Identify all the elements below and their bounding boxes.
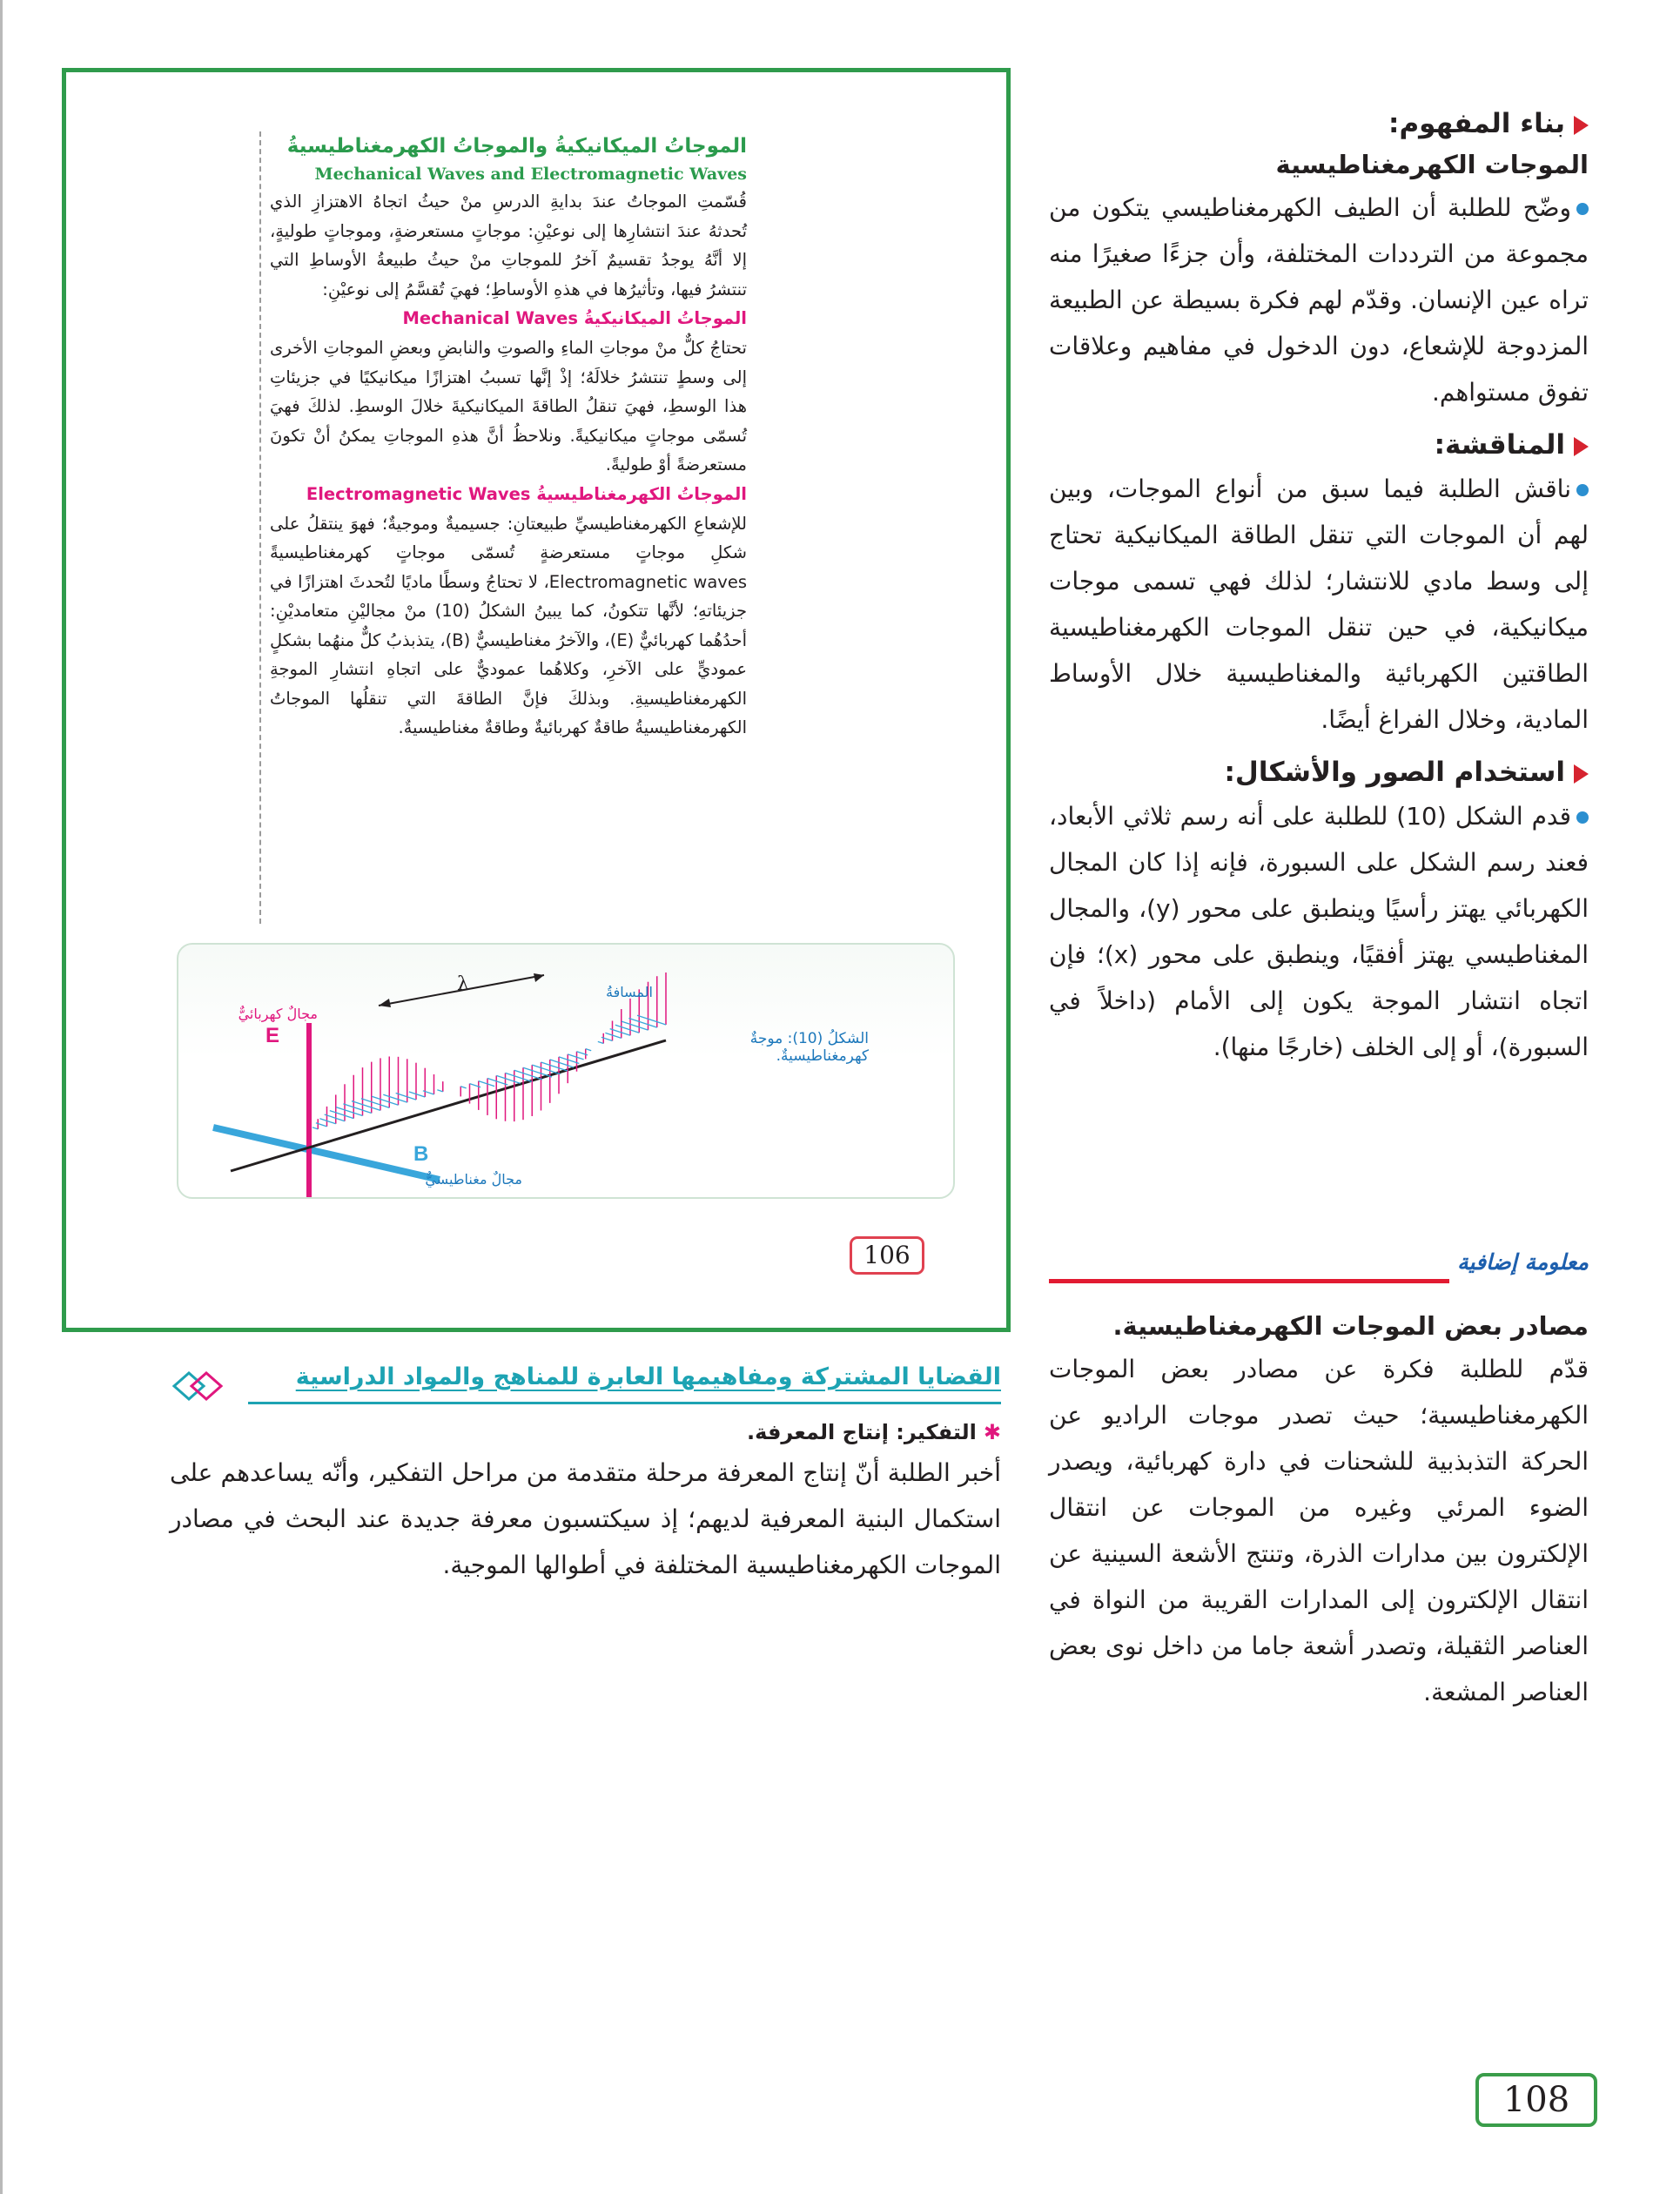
extra-info-rule [1049,1279,1449,1283]
discussion-paragraph [1049,466,1589,743]
b-vector [437,1090,442,1092]
bullet-dot-icon [1576,484,1589,496]
concept-heading-text: بناء المفهوم: [1388,108,1565,139]
thinking-paragraph: أخبر الطلبة أنّ إنتاج المعرفة مرحلة متقدمة من مراحل التفكير، وأنّه يساعدهم على استكمال البنية المعرفية لديهم؛ إذ سيكتسبون معرفة جديدة عند البحث في مصادر الموجات الكهرمغناطيسية المختلفة في أطوالها الموجية. [170,1458,1001,1579]
images-heading [1049,751,1589,793]
e-field-label: مجالٌ كهربائيٌّ [238,1006,318,1022]
em-wave-figure [177,943,955,1199]
dashed-divider [259,131,261,924]
b-vector [586,1049,591,1051]
b-vector [352,1101,380,1111]
thinking-label [170,1415,1001,1450]
extra-info-heading: مصادر بعض الموجات الكهرمغناطيسية. [1112,1311,1589,1341]
em-waves-heading: الموجاتُ الكهرمغناطيسيةُ Electromagnetic Waves [306,483,747,504]
b-vector [319,1119,335,1124]
triangle-bullet-icon [1574,437,1589,456]
b-vector [628,1018,656,1027]
diamond-ornament-icon [170,1369,248,1403]
asterisk-icon: ✱ [983,1420,1001,1444]
extra-info-paragraph: قدّم للطلبة فكرة عن مصادر بعض الموجات الكهرمغناطيسية؛ حيث تصدر موجات الراديو عن الحركة التذبذبية للشحنات في دارة كهربائية، ويصدر الضوء المرئي وغيره من الموجات عن انتقال الإلكترون بين مدارات الذرة، وتنتج الأشعة السينية عن انتقال الإلكترون إلى المدارات القريبة من النواة في العناصر الثقيلة، وتصدر أشعة جاما من داخل نوى بعض العناصر المشعة. [1049,1355,1589,1706]
mechanical-waves-heading: الموجاتُ الميكانيكيةُ Mechanical Waves [402,308,747,328]
propagation-axis [231,1040,666,1171]
distance-label: المسافةُ [606,984,653,1000]
bullet-dot-icon [1576,811,1589,824]
lambda-symbol: λ [457,973,469,995]
images-heading-text: استخدام الصور والأشكال: [1224,757,1565,788]
b-axis [213,1127,440,1180]
extra-info-label: معلومة إضافية [1457,1249,1589,1275]
bullet-dot-icon [1576,203,1589,215]
b-letter: B [413,1142,429,1166]
b-vector [361,1099,389,1108]
student-book-page [62,68,1011,1332]
figure-caption: الشكلُ (10): موجةٌ كهرمغناطيسيةٌ. [749,1030,869,1065]
b-vector [409,1092,425,1097]
e-letter: E [265,1024,280,1047]
b-vector [514,1070,542,1080]
b-field-label: مجالٌ مغناطيسيٌّ [425,1171,522,1188]
images-text: قدم الشكل (10) للطلبة على أنه رسم ثلاثي الأبعاد، فعند رسم الشكل على السبورة، فإنه إذا كان المجال الكهربائي يهتز رأسيًا وينطبق على محور (y)، والمجال المغناطيسي يهتز أفقيًا، وينطبق على محور (x)؛ فإن اتجاه انتشار الموجة يكون إلى الأمام (داخلاً في السبورة)، أو إلى الخلف (خارجًا منها). [1049,802,1589,1061]
intro-paragraph: قُسّمتِ الموجاتُ عندَ بدايةِ الدرسِ منْ حيثُ اتجاهُ الاهتزازِ الذي تُحدثهُ عندَ انتشارِها إلى نوعيْنِ: موجاتٍ مستعرضةٍ، وموجاتٍ طوليةٍ، إلا أنَّهُ يوجدُ تقسيمٌ آخرُ للموجاتِ منْ حيثُ طبيعةُ الأوساطِ التي تنتشرُ فيها، وتأثيرُها في هذهِ الأوساطِ؛ فهيَ تُقسَّمُ إلى نوعيْنِ: [270,192,747,299]
b-vector [637,1015,666,1025]
concept-text: وضّح للطلبة أن الطيف الكهرمغناطيسي يتكون من مجموعة من الترددات المختلفة، وأن جزءًا صغيرًا منه تراه عين الإنسان. وقدّم لهم فكرة بسيطة عن الطبيعة المزدوجة للإشعاع، دون الدخول في مفاهيم وعلاقات تفوق مستواهم. [1049,193,1589,407]
thinking-section [170,1415,1001,1588]
b-vector [479,1081,494,1087]
triangle-bullet-icon [1574,764,1589,784]
concept-heading [1049,103,1589,145]
b-vector [598,1041,603,1043]
b-vector [343,1104,371,1114]
page-edge-rule [0,0,3,2194]
thinking-label-text: التفكير: إنتاج المعرفة. [747,1420,977,1444]
discussion-text: ناقش الطلبة فيما سبق من أنواع الموجات، وبين لهم أن الموجات التي تنقل الطاقة الميكانيكية تحتاج إلى وسط مادي للانتشار؛ لذلك فهي تسمى موجات ميكانيكية، في حين تنقل الموجات الكهرمغناطيسية الطاقتين الكهربائية والمغناطيسية خلال الأوساط المادية، وخلال الفراغ أيضًا. [1049,474,1589,734]
cross-curricular-title: القضايا المشتركة ومفاهيمها العابرة للمناهج والمواد الدراسية [295,1363,1001,1390]
cross-curricular-rule [248,1402,1001,1404]
section-title-arabic: الموجاتُ الميكانيكيةُ والموجاتُ الكهرمغناطيسيةُ [286,135,747,158]
em-waves-paragraph: للإشعاعِ الكهرمغناطيسيِّ طبيعتانِ: جسيميةٌ وموجيةٌ؛ فهوَ ينتقلُ على شكلِ موجاتٍ مستعرضةٍ تُسمّى موجاتٍ كهرمغناطيسيةً Electromagnetic waves، لا تحتاجُ وسطًا ماديًا لتُحدثَ اهتزازًا في جزيئاتهِ؛ لأنَّها تتكونُ، كما يبينُ الشكلُ (10) منْ مجاليْنِ متعامديْنِ: أحدُهُما كهربائيٌّ (E)، والآخرُ مغناطيسيٌّ (B)، يتذبذبُ كلٌّ منهُما بشكلٍ عموديٍّ على الآخرِ، وكلاهُما عموديٌّ على اتجاهِ انتشارِ الموجةِ الكهرمغناطيسيةِ. وبذلكَ فإنَّ الطاقةَ التي تنقلُها الموجاتُ الكهرمغناطيسيةُ طاقةٌ كهربائيةٌ وطاقةٌ مغناطيسيةٌ. [270,513,747,737]
concept-subheading: الموجات الكهرمغناطيسية [1275,150,1589,179]
b-vector [523,1067,552,1077]
extra-info-body [1049,1306,1589,1715]
discussion-heading-text: المناقشة: [1434,429,1565,461]
concept-paragraph [1049,185,1589,415]
em-wave-diagram [178,945,953,1197]
inner-page-number: 106 [850,1236,924,1275]
images-paragraph [1049,793,1589,1070]
mechanical-waves-paragraph: تحتاجُ كلٌّ منْ موجاتِ الماءِ والصوتِ والنابضِ وبعضِ الموجاتِ الأخرى إلى وسطٍ تنتشرُ خلالَهُ؛ إذْ إنَّها تسببُ اهتزازًا ميكانيكيًا في جزيئاتِ هذا الوسطِ، فهيَ تنقلُ الطاقةَ الميكانيكيةَ خلالَ الوسطِ. لذلكَ فهيَ تُسمّى موجاتٍ ميكانيكيةً. ونلاحظُ أنَّ هذهِ الموجاتِ يمكنُ أنْ تكونَ مستعرضةً أوْ طوليةً. [270,338,747,474]
b-vector [460,1087,466,1088]
teacher-notes-column [1049,103,1589,1070]
triangle-bullet-icon [1574,116,1589,135]
b-vector [312,1127,318,1129]
section-title-english: Mechanical Waves and Electromagnetic Waves [314,165,747,184]
student-book-text [270,131,747,743]
cross-curricular-banner [170,1363,1001,1407]
b-vector [532,1065,560,1074]
discussion-heading [1049,424,1589,466]
extra-info-banner [1049,1249,1589,1293]
b-vector [605,1033,621,1038]
page-number: 108 [1475,2073,1597,2127]
b-vector [568,1054,583,1060]
